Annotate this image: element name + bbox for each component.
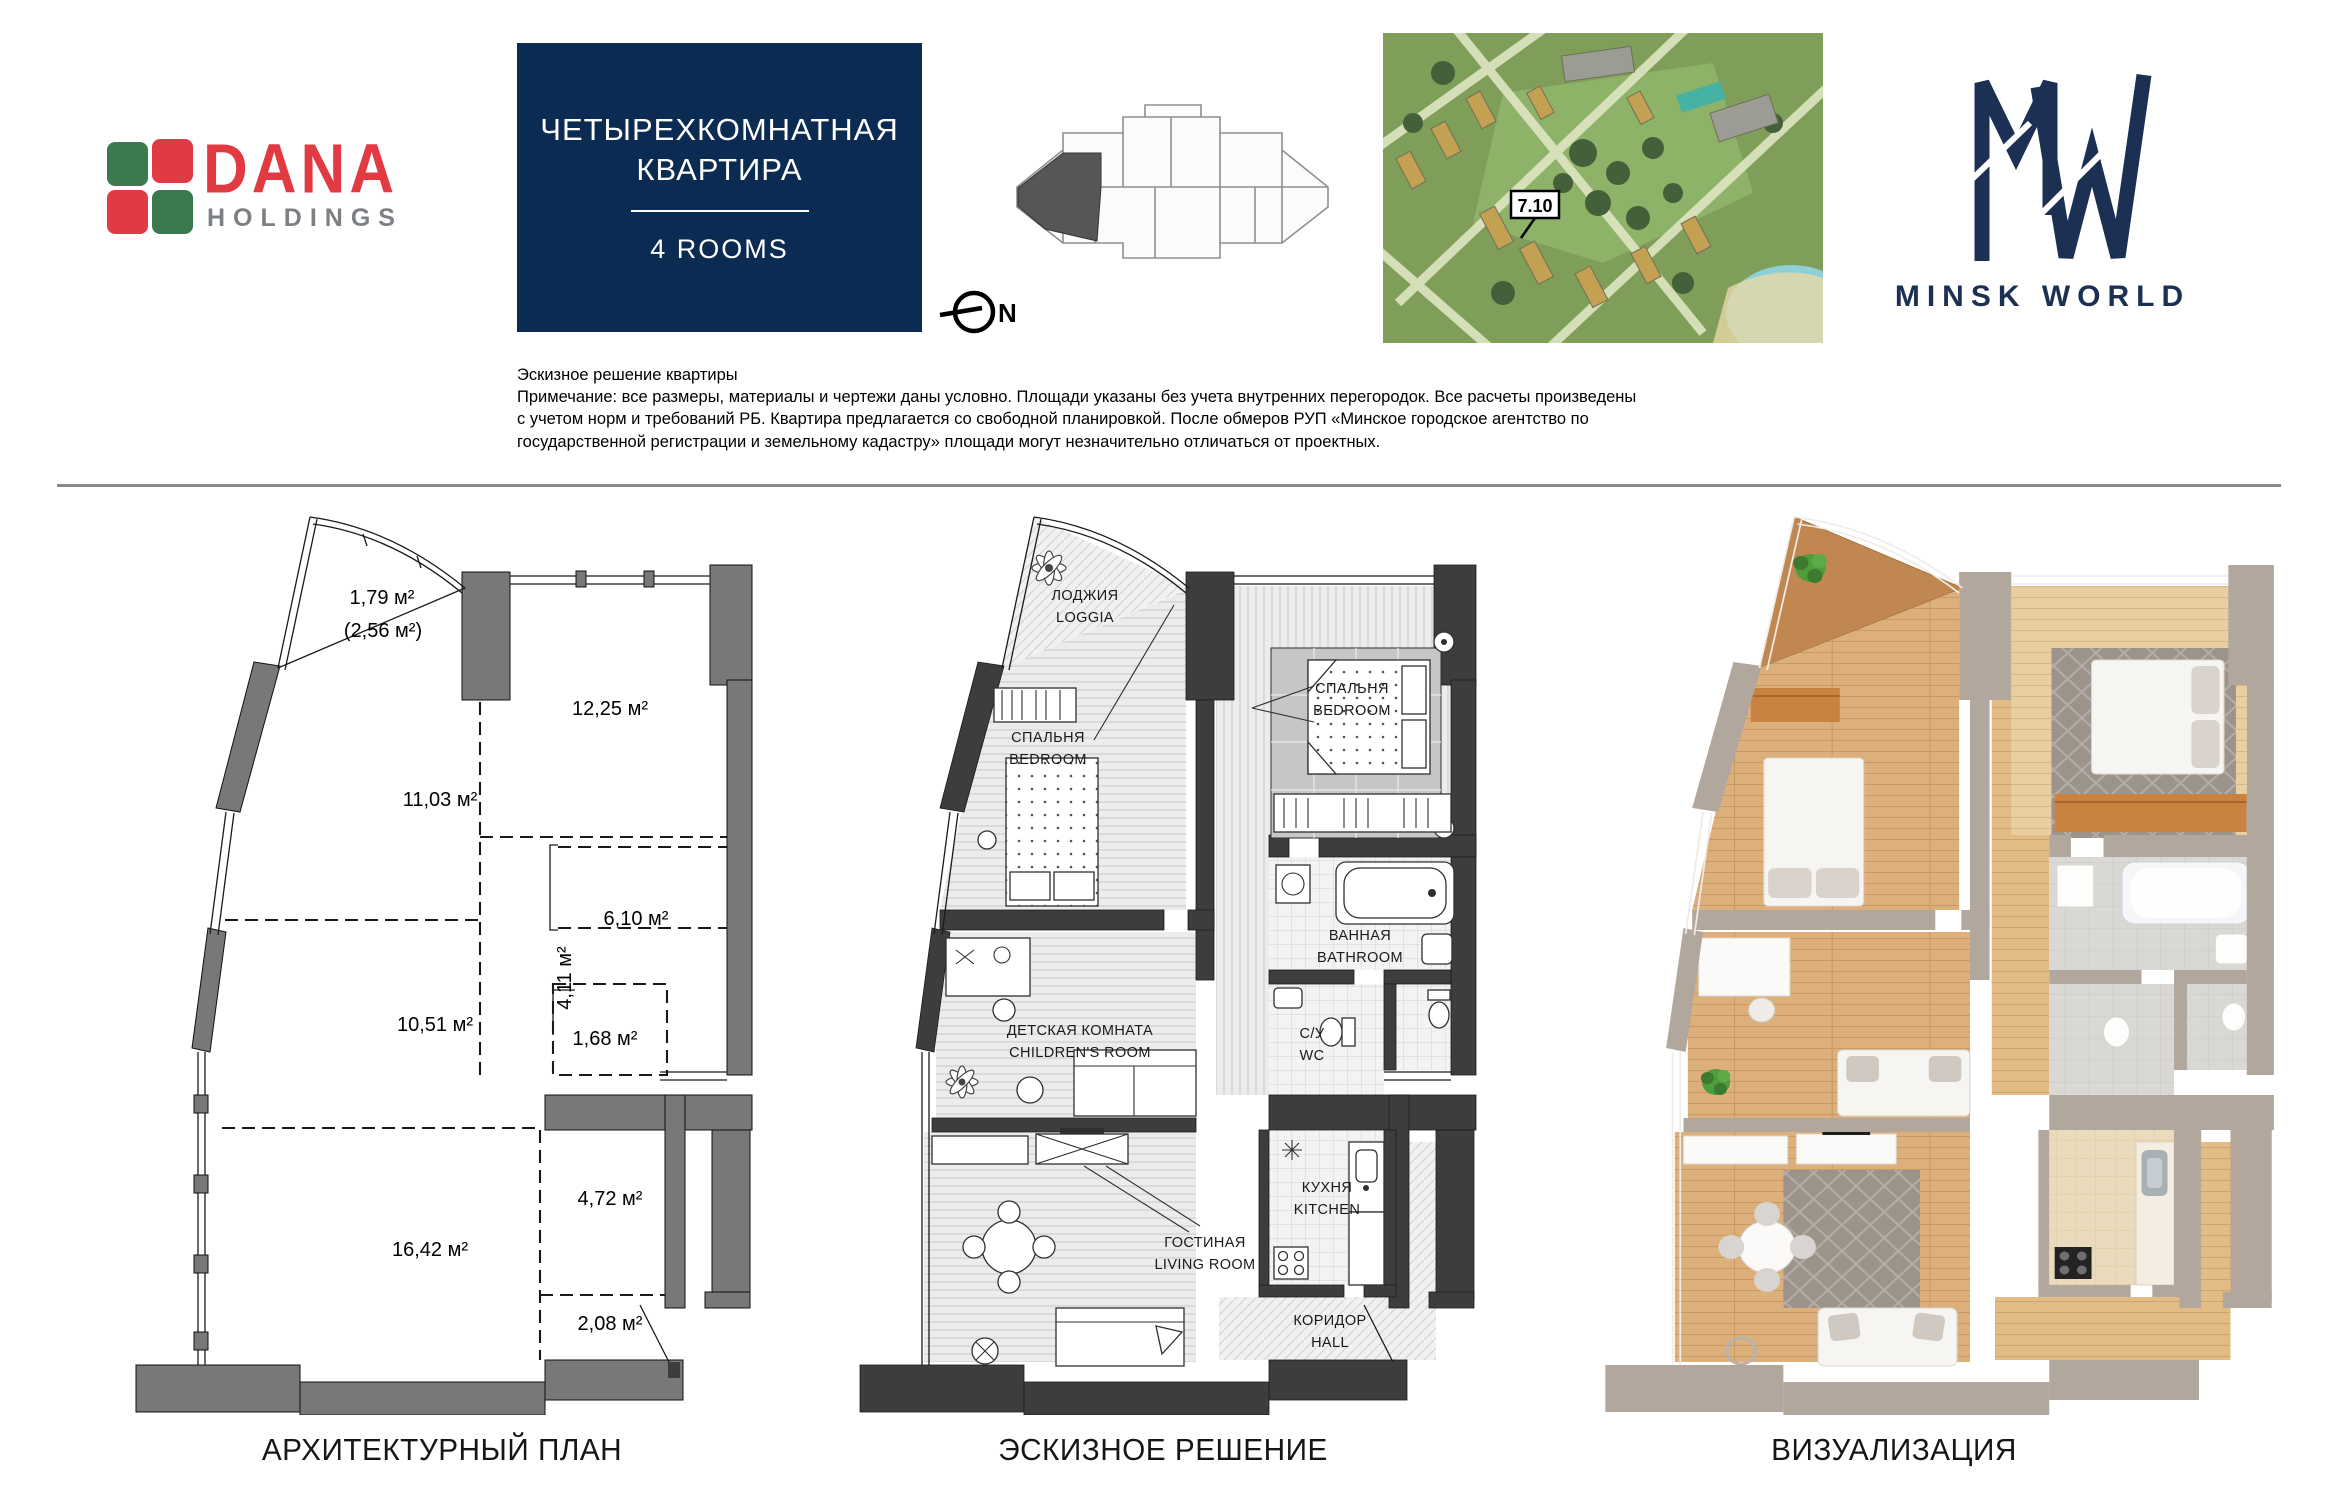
svg-text:10,51 м²: 10,51 м² (396, 1014, 474, 1036)
svg-text:4,11 м²: 4,11 м² (554, 946, 576, 1010)
svg-text:CHILDREN'S ROOM: CHILDREN'S ROOM (1009, 1045, 1151, 1061)
svg-text:BEDROOM: BEDROOM (1009, 752, 1087, 768)
logo-square-red (107, 190, 148, 234)
svg-text:ДЕТСКАЯ КОМНАТА: ДЕТСКАЯ КОМНАТА (1006, 1023, 1154, 1039)
svg-text:12,25 м²: 12,25 м² (571, 698, 649, 720)
minsk-world-wordmark: MINSK WORLD (1894, 280, 2191, 313)
apartment-title-box (517, 43, 922, 332)
caption-architectural-plan: АРХИТЕКТУРНЫЙ ПЛАН (261, 1432, 623, 1467)
svg-text:ЛОДЖИЯ: ЛОДЖИЯ (1051, 588, 1119, 604)
svg-text:4,72 м²: 4,72 м² (577, 1188, 643, 1210)
caption-visualization: ВИЗУАЛИЗАЦИЯ (1771, 1432, 2017, 1467)
minsk-world-brand (1870, 65, 2215, 325)
svg-text:2,08 м²: 2,08 м² (577, 1313, 643, 1335)
arch-walls (136, 565, 752, 1415)
mw-monogram-icon (1870, 65, 2215, 275)
svg-text:СПАЛЬНЯ: СПАЛЬНЯ (1011, 730, 1085, 746)
highlighted-unit (1018, 153, 1101, 241)
north-arrow-icon (938, 282, 1028, 342)
title-divider (631, 210, 809, 212)
plant-icon (946, 1066, 978, 1098)
svg-text:С/У: С/У (1299, 1026, 1325, 1042)
svg-text:7.10: 7.10 (1517, 196, 1553, 216)
north-label: N (998, 298, 1017, 328)
svg-text:СПАЛЬНЯ: СПАЛЬНЯ (1315, 681, 1389, 697)
section-divider (57, 484, 2281, 487)
floor-lamp-icon (972, 1338, 998, 1364)
svg-text:WC: WC (1299, 1048, 1325, 1064)
logo-square-green (152, 190, 193, 234)
title-rooms: 4 ROOMS (650, 234, 789, 264)
svg-text:1,79 м²: 1,79 м² (349, 587, 415, 609)
floor-key-plan (1005, 95, 1340, 280)
title-line2: КВАРТИРА (636, 152, 803, 187)
snowflake-icon (1282, 1140, 1302, 1160)
architectural-plan (120, 510, 765, 1415)
visualization-plan (1588, 510, 2288, 1415)
svg-text:LIVING ROOM: LIVING ROOM (1154, 1257, 1256, 1273)
svg-text:11,03 м²: 11,03 м² (402, 789, 478, 811)
svg-text:6,10 м²: 6,10 м² (603, 908, 669, 930)
logo-square-green (107, 142, 148, 186)
dana-logo-icon (107, 142, 195, 242)
caption-sketch-plan: ЭСКИЗНОЕ РЕШЕНИЕ (998, 1432, 1328, 1467)
title-line1: ЧЕТЫРЕХКОМНАТНАЯ (540, 112, 899, 147)
svg-text:(2,56 м²): (2,56 м²) (343, 620, 423, 642)
svg-text:1,68 м²: 1,68 м² (572, 1028, 638, 1050)
note-line: государственной регистрации и земельному кадастру» площади могут незначительно отличаться от проектных. (517, 432, 1381, 451)
sketch-plan (844, 510, 1489, 1415)
svg-text:HALL: HALL (1311, 1335, 1349, 1351)
svg-text:ВАННАЯ: ВАННАЯ (1328, 928, 1392, 944)
svg-text:16,42 м²: 16,42 м² (391, 1239, 469, 1261)
svg-text:LOGGIA: LOGGIA (1056, 610, 1114, 626)
svg-text:BEDROOM: BEDROOM (1313, 703, 1391, 719)
note-line: Примечание: все размеры, материалы и чертежи даны условно. Площади указаны без учета внутренних перегородок. Все расчеты произведены (517, 388, 1637, 407)
site-aerial-render (1383, 33, 1823, 343)
svg-text:КОРИДОР: КОРИДОР (1293, 1313, 1367, 1329)
dana-holdings-label: HOLDINGS (207, 204, 403, 232)
svg-text:КУХНЯ: КУХНЯ (1301, 1180, 1353, 1196)
svg-text:BATHROOM: BATHROOM (1317, 950, 1403, 966)
note-line: Эскизное решение квартиры (517, 366, 738, 384)
disclaimer-notes (517, 364, 1847, 453)
dana-holdings-logo (107, 131, 507, 248)
svg-text:ГОСТИНАЯ: ГОСТИНАЯ (1164, 1235, 1246, 1251)
logo-square-red (152, 139, 193, 183)
note-line: с учетом норм и требований РБ. Квартира предлагается со свободной планировкой. После обмеров РУП «Минское городское агентство по (517, 410, 1589, 429)
plant-icon (1032, 551, 1066, 585)
svg-text:KITCHEN: KITCHEN (1293, 1202, 1361, 1218)
dana-wordmark: DANA (203, 131, 399, 209)
